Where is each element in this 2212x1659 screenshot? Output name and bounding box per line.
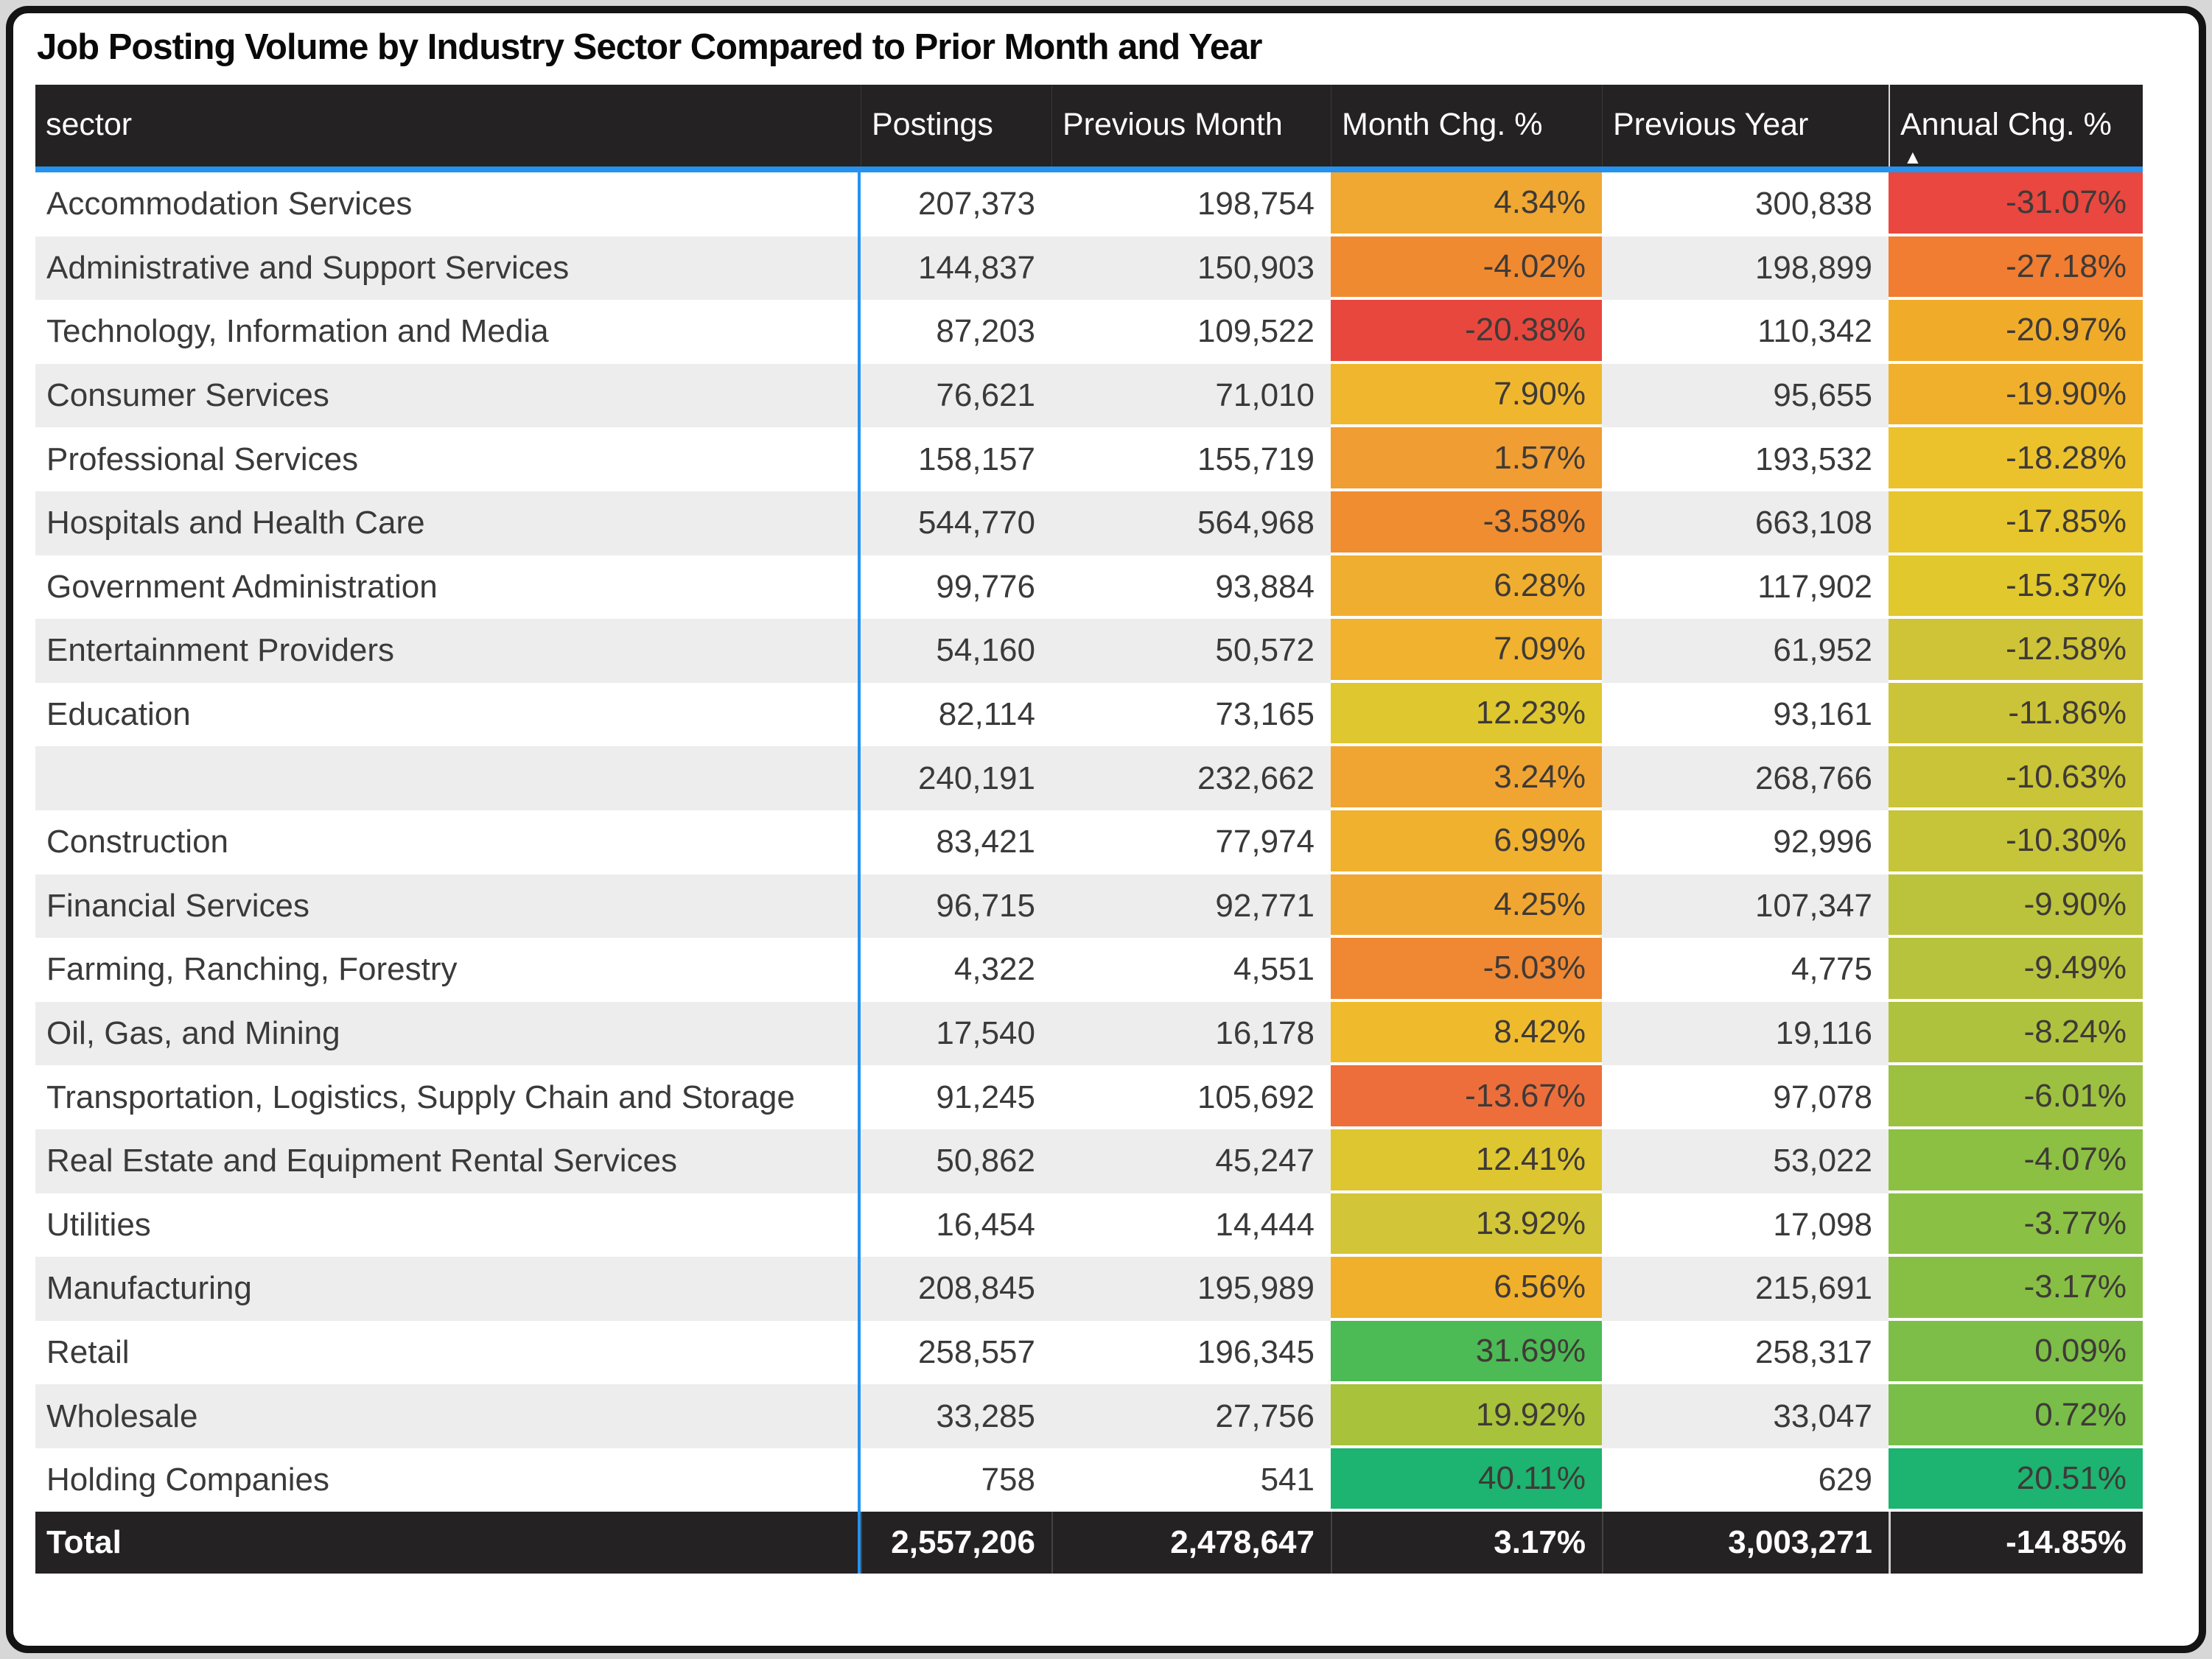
annual-chg-cell[interactable]: -12.58% — [1889, 619, 2143, 683]
month-chg-cell[interactable]: 3.24% — [1331, 746, 1602, 810]
table-total-row — [35, 1512, 2143, 1574]
postings-cell[interactable]: 50,862 — [936, 1143, 1035, 1179]
previous-month-cell[interactable]: 73,165 — [1215, 696, 1315, 733]
previous-month-cell[interactable]: 232,662 — [1197, 760, 1315, 796]
previous-month-cell[interactable]: 77,974 — [1215, 824, 1315, 860]
postings-cell[interactable]: 207,373 — [917, 186, 1035, 222]
month-chg-cell[interactable]: 1.57% — [1331, 427, 1602, 491]
previous-year-cell[interactable]: 215,691 — [1754, 1270, 1872, 1307]
sector-cell[interactable]: Manufacturing — [46, 1270, 252, 1307]
previous-year-cell[interactable]: 193,532 — [1754, 441, 1872, 477]
table-row — [35, 938, 2143, 1002]
table-row — [35, 746, 2143, 810]
annual-chg-cell[interactable]: -6.01% — [1889, 1065, 2143, 1129]
previous-year-cell[interactable]: 4,775 — [1791, 951, 1872, 988]
column-header-label: Postings — [872, 107, 993, 142]
previous-year-cell[interactable]: 268,766 — [1754, 760, 1872, 796]
month-chg-cell[interactable]: -4.02% — [1331, 236, 1602, 301]
annual-chg-cell[interactable]: -9.90% — [1889, 874, 2143, 939]
previous-year-cell[interactable]: 53,022 — [1773, 1143, 1872, 1179]
month-chg-cell[interactable]: 19.92% — [1331, 1384, 1602, 1448]
month-chg-cell[interactable]: 6.99% — [1331, 810, 1602, 874]
annual-chg-cell[interactable]: -8.24% — [1889, 1002, 2143, 1066]
month-chg-cell[interactable]: -13.67% — [1331, 1065, 1602, 1129]
postings-cell[interactable]: 208,845 — [917, 1270, 1035, 1307]
postings-cell[interactable]: 82,114 — [938, 696, 1035, 733]
month-chg-cell[interactable]: 13.92% — [1331, 1193, 1602, 1258]
previous-year-cell[interactable]: 300,838 — [1754, 186, 1872, 222]
table-header-row — [35, 85, 2143, 172]
column-resize-guide[interactable] — [858, 172, 861, 1574]
sort-ascending-icon: ▲ — [1903, 146, 1922, 166]
previous-year-cell[interactable]: 629 — [1818, 1462, 1872, 1498]
previous-year-cell[interactable]: 93,161 — [1773, 696, 1872, 733]
month-chg-cell[interactable]: 6.56% — [1331, 1257, 1602, 1321]
column-header-sector[interactable] — [35, 85, 861, 166]
postings-cell[interactable]: 258,557 — [917, 1333, 1035, 1370]
table-row — [35, 364, 2143, 428]
previous-month-cell[interactable]: 16,178 — [1215, 1015, 1315, 1052]
previous-year-cell[interactable]: 117,902 — [1757, 568, 1872, 605]
table-row — [35, 1384, 2143, 1448]
annual-chg-cell[interactable]: -3.77% — [1889, 1193, 2143, 1258]
total-month-chg-cell[interactable]: 3.17% — [1331, 1512, 1602, 1574]
previous-year-cell[interactable]: 198,899 — [1754, 249, 1872, 286]
month-chg-cell[interactable]: 7.90% — [1331, 364, 1602, 428]
column-header-label: Month Chg. % — [1342, 107, 1543, 142]
month-chg-cell[interactable]: 12.41% — [1331, 1129, 1602, 1193]
column-header-label: sector — [46, 107, 133, 142]
previous-month-cell[interactable]: 4,551 — [1233, 951, 1315, 988]
table-row — [35, 300, 2143, 364]
table-row — [35, 619, 2143, 683]
sector-cell[interactable]: Wholesale — [46, 1397, 198, 1434]
previous-month-cell[interactable]: 92,771 — [1215, 887, 1315, 924]
sector-cell[interactable]: Entertainment Providers — [46, 632, 394, 669]
column-header-label: Previous Month — [1063, 107, 1283, 142]
postings-cell[interactable]: 17,540 — [936, 1015, 1035, 1052]
column-header-postings[interactable] — [861, 85, 1051, 166]
previous-month-cell[interactable]: 105,692 — [1197, 1078, 1315, 1115]
table-row — [35, 683, 2143, 747]
month-chg-cell[interactable]: 8.42% — [1331, 1002, 1602, 1066]
previous-year-cell[interactable]: 258,317 — [1754, 1333, 1872, 1370]
postings-cell[interactable]: 99,776 — [936, 568, 1035, 605]
postings-cell[interactable]: 16,454 — [936, 1206, 1035, 1243]
column-header-month_chg[interactable] — [1331, 85, 1602, 166]
sector-cell[interactable]: Oil, Gas, and Mining — [46, 1015, 340, 1052]
table-body — [35, 172, 2143, 1512]
previous-month-cell[interactable]: 541 — [1260, 1462, 1315, 1498]
previous-month-cell[interactable]: 195,989 — [1197, 1270, 1315, 1307]
table-row — [35, 491, 2143, 555]
previous-year-cell[interactable]: 33,047 — [1773, 1397, 1872, 1434]
postings-cell[interactable]: 91,245 — [936, 1078, 1035, 1115]
postings-cell[interactable]: 54,160 — [936, 632, 1035, 669]
table-row — [35, 1257, 2143, 1321]
annual-chg-cell[interactable]: 0.72% — [1889, 1384, 2143, 1448]
month-chg-cell[interactable]: 4.34% — [1331, 172, 1602, 236]
postings-cell[interactable]: 4,322 — [953, 951, 1035, 988]
table-row — [35, 1129, 2143, 1193]
previous-year-cell[interactable]: 95,655 — [1773, 377, 1872, 414]
previous-year-cell[interactable]: 17,098 — [1773, 1206, 1872, 1243]
previous-year-cell[interactable]: 97,078 — [1773, 1078, 1872, 1115]
postings-cell[interactable]: 83,421 — [936, 824, 1035, 860]
sector-cell[interactable]: Financial Services — [46, 887, 310, 924]
previous-year-cell[interactable]: 19,116 — [1775, 1015, 1872, 1052]
postings-cell[interactable]: 144,837 — [917, 249, 1035, 286]
sector-cell[interactable]: Retail — [46, 1333, 130, 1370]
postings-cell[interactable]: 758 — [981, 1462, 1035, 1498]
sector-cell[interactable]: Administrative and Support Services — [46, 249, 570, 286]
previous-month-cell[interactable]: 198,754 — [1197, 186, 1315, 222]
job-postings-table — [35, 85, 2143, 1574]
previous-year-cell[interactable]: 61,952 — [1773, 632, 1872, 669]
month-chg-cell[interactable]: 40.11% — [1331, 1448, 1602, 1512]
postings-cell[interactable]: 96,715 — [936, 887, 1035, 924]
annual-chg-cell[interactable]: -31.07% — [1889, 172, 2143, 236]
table-row — [35, 1448, 2143, 1512]
visual-title: Job Posting Volume by Industry Sector Compared to Prior Month and Year — [37, 27, 1262, 67]
month-chg-cell[interactable]: -20.38% — [1331, 300, 1602, 364]
month-chg-cell[interactable]: 4.25% — [1331, 874, 1602, 939]
previous-year-cell[interactable]: 107,347 — [1754, 887, 1872, 924]
table-row — [35, 810, 2143, 874]
total-sector-cell[interactable]: Total — [46, 1524, 122, 1561]
sector-cell[interactable]: Consumer Services — [46, 377, 329, 414]
annual-chg-cell[interactable]: -10.63% — [1889, 746, 2143, 810]
sector-cell[interactable]: Professional Services — [46, 441, 359, 477]
table-row — [35, 1321, 2143, 1385]
table-row — [35, 1065, 2143, 1129]
annual-chg-cell[interactable]: -4.07% — [1889, 1129, 2143, 1193]
previous-month-cell[interactable]: 109,522 — [1197, 313, 1315, 350]
annual-chg-cell[interactable]: -11.86% — [1889, 683, 2143, 747]
previous-month-cell[interactable]: 155,719 — [1197, 441, 1315, 477]
annual-chg-cell[interactable]: -19.90% — [1889, 364, 2143, 428]
column-header-previous_year[interactable] — [1602, 85, 1889, 166]
annual-chg-cell[interactable]: -27.18% — [1889, 236, 2143, 301]
table-row — [35, 172, 2143, 236]
annual-chg-cell[interactable]: 20.51% — [1889, 1448, 2143, 1512]
previous-month-cell[interactable]: 93,884 — [1215, 568, 1315, 605]
annual-chg-cell[interactable]: -3.17% — [1889, 1257, 2143, 1321]
previous-year-cell[interactable]: 92,996 — [1773, 824, 1872, 860]
month-chg-cell[interactable]: 12.23% — [1331, 683, 1602, 747]
previous-month-cell[interactable]: 27,756 — [1215, 1397, 1315, 1434]
annual-chg-cell[interactable]: -20.97% — [1889, 300, 2143, 364]
sector-cell[interactable] — [35, 746, 861, 810]
total-postings-cell[interactable]: 2,557,206 — [861, 1512, 1051, 1574]
annual-chg-cell[interactable]: 0.09% — [1889, 1321, 2143, 1385]
sector-cell[interactable]: Education — [46, 696, 191, 733]
sector-cell[interactable]: Utilities — [46, 1206, 151, 1243]
previous-year-cell[interactable]: 663,108 — [1754, 505, 1872, 541]
table-row — [35, 555, 2143, 620]
postings-cell[interactable]: 33,285 — [936, 1397, 1035, 1434]
total-annual-chg-cell[interactable]: -14.85% — [1889, 1512, 2143, 1574]
annual-chg-cell[interactable]: -10.30% — [1889, 810, 2143, 874]
month-chg-cell[interactable]: -5.03% — [1331, 938, 1602, 1002]
annual-chg-cell[interactable]: -9.49% — [1889, 938, 2143, 1002]
total-previous-year-cell[interactable]: 3,003,271 — [1602, 1512, 1889, 1574]
previous-month-cell[interactable]: 564,968 — [1197, 505, 1315, 541]
annual-chg-cell[interactable]: -18.28% — [1889, 427, 2143, 491]
postings-cell[interactable]: 544,770 — [917, 505, 1035, 541]
column-header-label: Annual Chg. % — [1900, 107, 2112, 142]
previous-month-cell[interactable]: 71,010 — [1215, 377, 1315, 414]
month-chg-cell[interactable]: -3.58% — [1331, 491, 1602, 555]
previous-month-cell[interactable]: 50,572 — [1215, 632, 1315, 669]
previous-month-cell[interactable]: 14,444 — [1215, 1206, 1315, 1243]
sector-cell[interactable]: Government Administration — [46, 568, 438, 605]
postings-cell[interactable]: 240,191 — [917, 760, 1035, 796]
sector-cell[interactable]: Real Estate and Equipment Rental Services — [46, 1143, 678, 1179]
previous-month-cell[interactable]: 150,903 — [1197, 249, 1315, 286]
postings-cell[interactable]: 76,621 — [936, 377, 1035, 414]
annual-chg-cell[interactable]: -17.85% — [1889, 491, 2143, 555]
month-chg-cell[interactable]: 6.28% — [1331, 555, 1602, 620]
sector-cell[interactable]: Hospitals and Health Care — [46, 505, 425, 541]
column-header-label: Previous Year — [1613, 107, 1809, 142]
annual-chg-cell[interactable]: -15.37% — [1889, 555, 2143, 620]
table-row — [35, 1193, 2143, 1258]
sector-cell[interactable]: Construction — [46, 824, 229, 860]
previous-month-cell[interactable]: 196,345 — [1197, 1333, 1315, 1370]
sector-cell[interactable]: Technology, Information and Media — [46, 313, 549, 350]
column-header-previous_month[interactable] — [1051, 85, 1331, 166]
postings-cell[interactable]: 158,157 — [917, 441, 1035, 477]
table-row — [35, 874, 2143, 939]
table-row — [35, 427, 2143, 491]
postings-cell[interactable]: 87,203 — [936, 313, 1035, 350]
sector-cell[interactable]: Holding Companies — [46, 1462, 329, 1498]
table-row — [35, 1002, 2143, 1066]
month-chg-cell[interactable]: 7.09% — [1331, 619, 1602, 683]
sector-cell[interactable]: Farming, Ranching, Forestry — [46, 951, 458, 988]
previous-month-cell[interactable]: 45,247 — [1215, 1143, 1315, 1179]
sector-cell[interactable]: Accommodation Services — [46, 186, 413, 222]
total-previous-month-cell[interactable]: 2,478,647 — [1051, 1512, 1331, 1574]
table-row — [35, 236, 2143, 301]
month-chg-cell[interactable]: 31.69% — [1331, 1321, 1602, 1385]
sector-cell[interactable]: Transportation, Logistics, Supply Chain and Storage — [46, 1078, 795, 1115]
previous-year-cell[interactable]: 110,342 — [1757, 313, 1872, 350]
column-header-annual_chg[interactable] — [1889, 85, 2143, 166]
